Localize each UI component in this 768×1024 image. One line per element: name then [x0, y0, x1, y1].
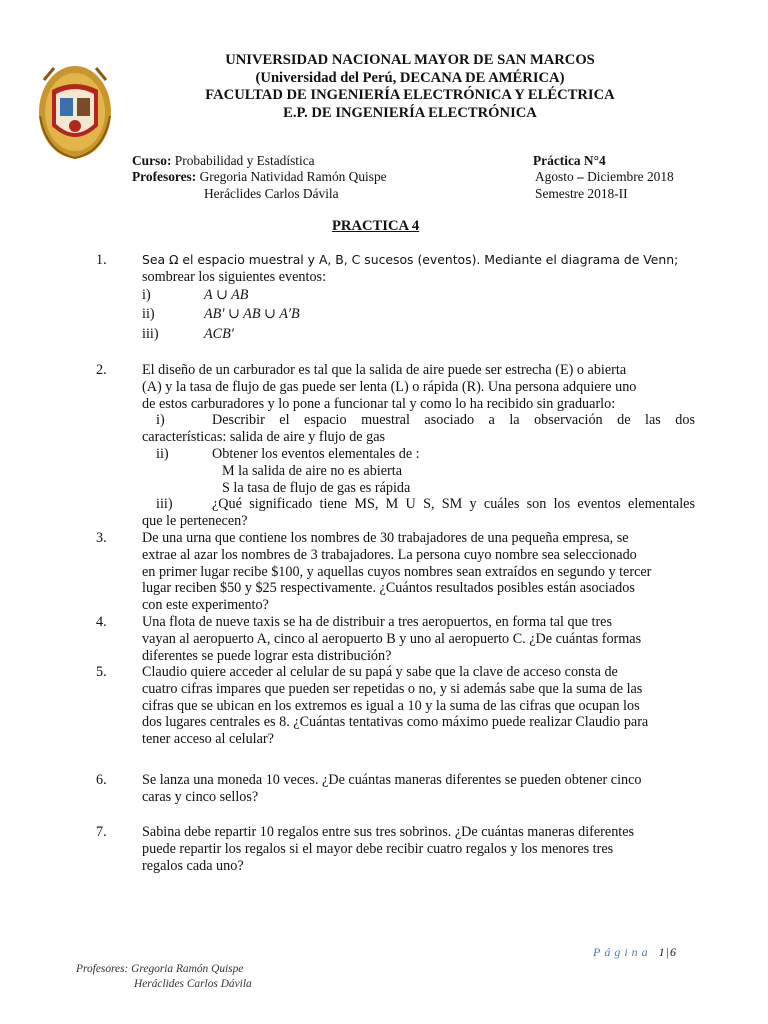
university-subtitle: (Universidad del Perú, DECANA DE AMÉRICA) — [255, 69, 565, 86]
university-name: UNIVERSIDAD NACIONAL MAYOR DE SAN MARCOS — [225, 52, 595, 68]
professors-line — [132, 168, 387, 185]
q2-i-text: Describir el espacio muestral asociado a la observación de las dos — [212, 412, 695, 429]
q3-line: lugar reciben $50 y $25 respectivamente. ¿Cuántos resultados posibles están asociados — [142, 580, 635, 597]
q2-ii-text: Obtener los eventos elementales de : — [212, 445, 420, 462]
period-end: Diciembre 2018 — [587, 169, 674, 184]
question-1-number: 1. — [96, 252, 107, 268]
course-label: Curso: — [132, 153, 172, 168]
question-4-number: 4. — [96, 614, 107, 630]
q3-line: De una urna que contiene los nombres de 30 trabajadores de una pequeña empresa, se — [142, 530, 629, 546]
q3-line: con este experimento? — [142, 597, 269, 614]
period — [535, 168, 674, 185]
q4-line: Una flota de nueve taxis se ha de distribuir a tres aeropuertos, en forma tal que tres — [142, 614, 612, 630]
q1-iii-expr: ACB′ — [204, 326, 234, 343]
q2-iii-cont: que le pertenecen? — [142, 513, 248, 530]
course-value: Probabilidad y Estadística — [174, 153, 315, 168]
q7-line: Sabina debe repartir 10 regalos entre sus tres sobrinos. ¿De cuántas maneras diferentes — [142, 824, 635, 840]
professor-1: Gregoria Natividad Ramón Quispe — [199, 169, 387, 184]
q4-line: diferentes se puede lograr esta distribución? — [142, 647, 392, 664]
q6-line: caras y cinco sellos? — [142, 788, 259, 805]
q1-item-iii — [142, 326, 695, 343]
q5-line: Claudio quiere acceder al celular de su papá y sabe que la clave de acceso consta de — [142, 664, 618, 680]
school-name: E.P. DE INGENIERÍA ELECTRÓNICA — [283, 104, 537, 121]
question-6 — [142, 772, 695, 806]
footer-professors — [76, 962, 252, 992]
question-6-number: 6. — [96, 772, 107, 788]
question-2 — [142, 362, 695, 530]
q2-line: de estos carburadores y lo pone a funcionar tal y como lo ha recibido sin graduarlo: — [142, 395, 616, 412]
q2-item-i — [142, 412, 695, 429]
q2-line: El diseño de un carburador es tal que la salida de aire puede ser estrecha (E) o abierta — [142, 362, 627, 378]
q1-ii-label: ii) — [142, 306, 155, 323]
page-indicator — [593, 945, 677, 960]
q2-ii-m: M la salida de aire no es abierta — [222, 462, 403, 479]
q1-line: Sea Ω el espacio muestral y A, B, C sucesos (eventos). Mediante el diagrama de Venn; — [142, 252, 679, 267]
q2-iii-text: ¿Qué significado tiene MS, M U S, SM y cuáles son los eventos elementales — [212, 496, 695, 513]
semester: Semestre 2018-II — [535, 186, 628, 201]
course-line — [132, 152, 315, 169]
page-number: 1|6 — [658, 945, 677, 959]
question-1 — [142, 252, 695, 343]
professors-label: Profesores: — [132, 169, 197, 184]
question-7 — [142, 824, 695, 874]
q2-line: (A) y la tasa de flujo de gas puede ser lenta (L) o rápida (R). Una persona adquiere uno — [142, 378, 637, 395]
page-title: PRACTICA 4 — [332, 218, 420, 234]
q2-i-label: i) — [156, 412, 165, 429]
faculty-name: FACULTAD DE INGENIERÍA ELECTRÓNICA Y ELÉCTRICA — [205, 87, 615, 103]
question-5 — [142, 664, 695, 748]
q1-line: sombrear los siguientes eventos: — [142, 268, 327, 285]
professor-2: Heráclides Carlos Dávila — [204, 186, 339, 201]
q2-item-ii — [142, 446, 695, 463]
footer-prof-line-2: Heráclides Carlos Dávila — [134, 978, 252, 990]
q1-ii-expr: AB′ ∪ AB ∪ A′B — [204, 306, 300, 323]
q3-line: extrae al azar los nombres de 3 trabajadores. La persona cuyo nombre sea seleccionado — [142, 546, 637, 563]
university-crest-logo — [36, 60, 114, 160]
q2-ii-s: S la tasa de flujo de gas es rápida — [222, 479, 411, 496]
q5-line: cifras que se ubican en los extremos es igual a 10 y la suma de las cifras que ocupan los — [142, 697, 640, 714]
question-7-number: 7. — [96, 824, 107, 840]
question-2-number: 2. — [96, 362, 107, 378]
period-dash: – — [573, 169, 588, 184]
question-3 — [142, 530, 695, 614]
question-4 — [142, 614, 695, 664]
q1-item-ii — [142, 306, 695, 323]
q1-item-i — [142, 287, 695, 304]
question-3-number: 3. — [96, 530, 107, 546]
q4-line: vayan al aeropuerto A, cinco al aeropuerto B y uno al aeropuerto C. ¿De cuántas formas — [142, 630, 642, 647]
period-start: Agosto — [535, 169, 574, 184]
practice-number: Práctica N°4 — [533, 153, 606, 168]
q7-line: regalos cada uno? — [142, 857, 244, 874]
q2-iii-label: iii) — [156, 496, 173, 513]
footer-prof-line-1: Profesores: Gregoria Ramón Quispe — [76, 963, 244, 975]
q1-i-expr: A ∪ AB — [204, 286, 249, 303]
q1-i-label: i) — [142, 286, 151, 303]
page-label: Página — [593, 945, 652, 959]
q2-item-iii — [142, 496, 695, 513]
q6-line: Se lanza una moneda 10 veces. ¿De cuántas maneras diferentes se pueden obtener cinco — [142, 772, 642, 788]
q2-ii-label: ii) — [156, 445, 169, 462]
q5-line: tener acceso al celular? — [142, 731, 274, 748]
q1-iii-label: iii) — [142, 326, 159, 343]
q5-line: cuatro cifras impares que pueden ser repetidas o no, y si además sabe que la suma de las — [142, 680, 643, 697]
q2-i-cont: características: salida de aire y flujo de gas — [142, 429, 386, 446]
q7-line: puede repartir los regalos si el mayor debe recibir cuatro regalos y los menores tres — [142, 840, 614, 857]
document-header — [120, 52, 700, 122]
question-5-number: 5. — [96, 664, 107, 680]
q3-line: en primer lugar recibe $100, y aquellas cuyos nombres sean extraídos en segundo y tercer — [142, 563, 652, 580]
q5-line: dos lugares centrales es 8. ¿Cuántas tentativas como máximo puede realizar Claudio para — [142, 714, 649, 731]
